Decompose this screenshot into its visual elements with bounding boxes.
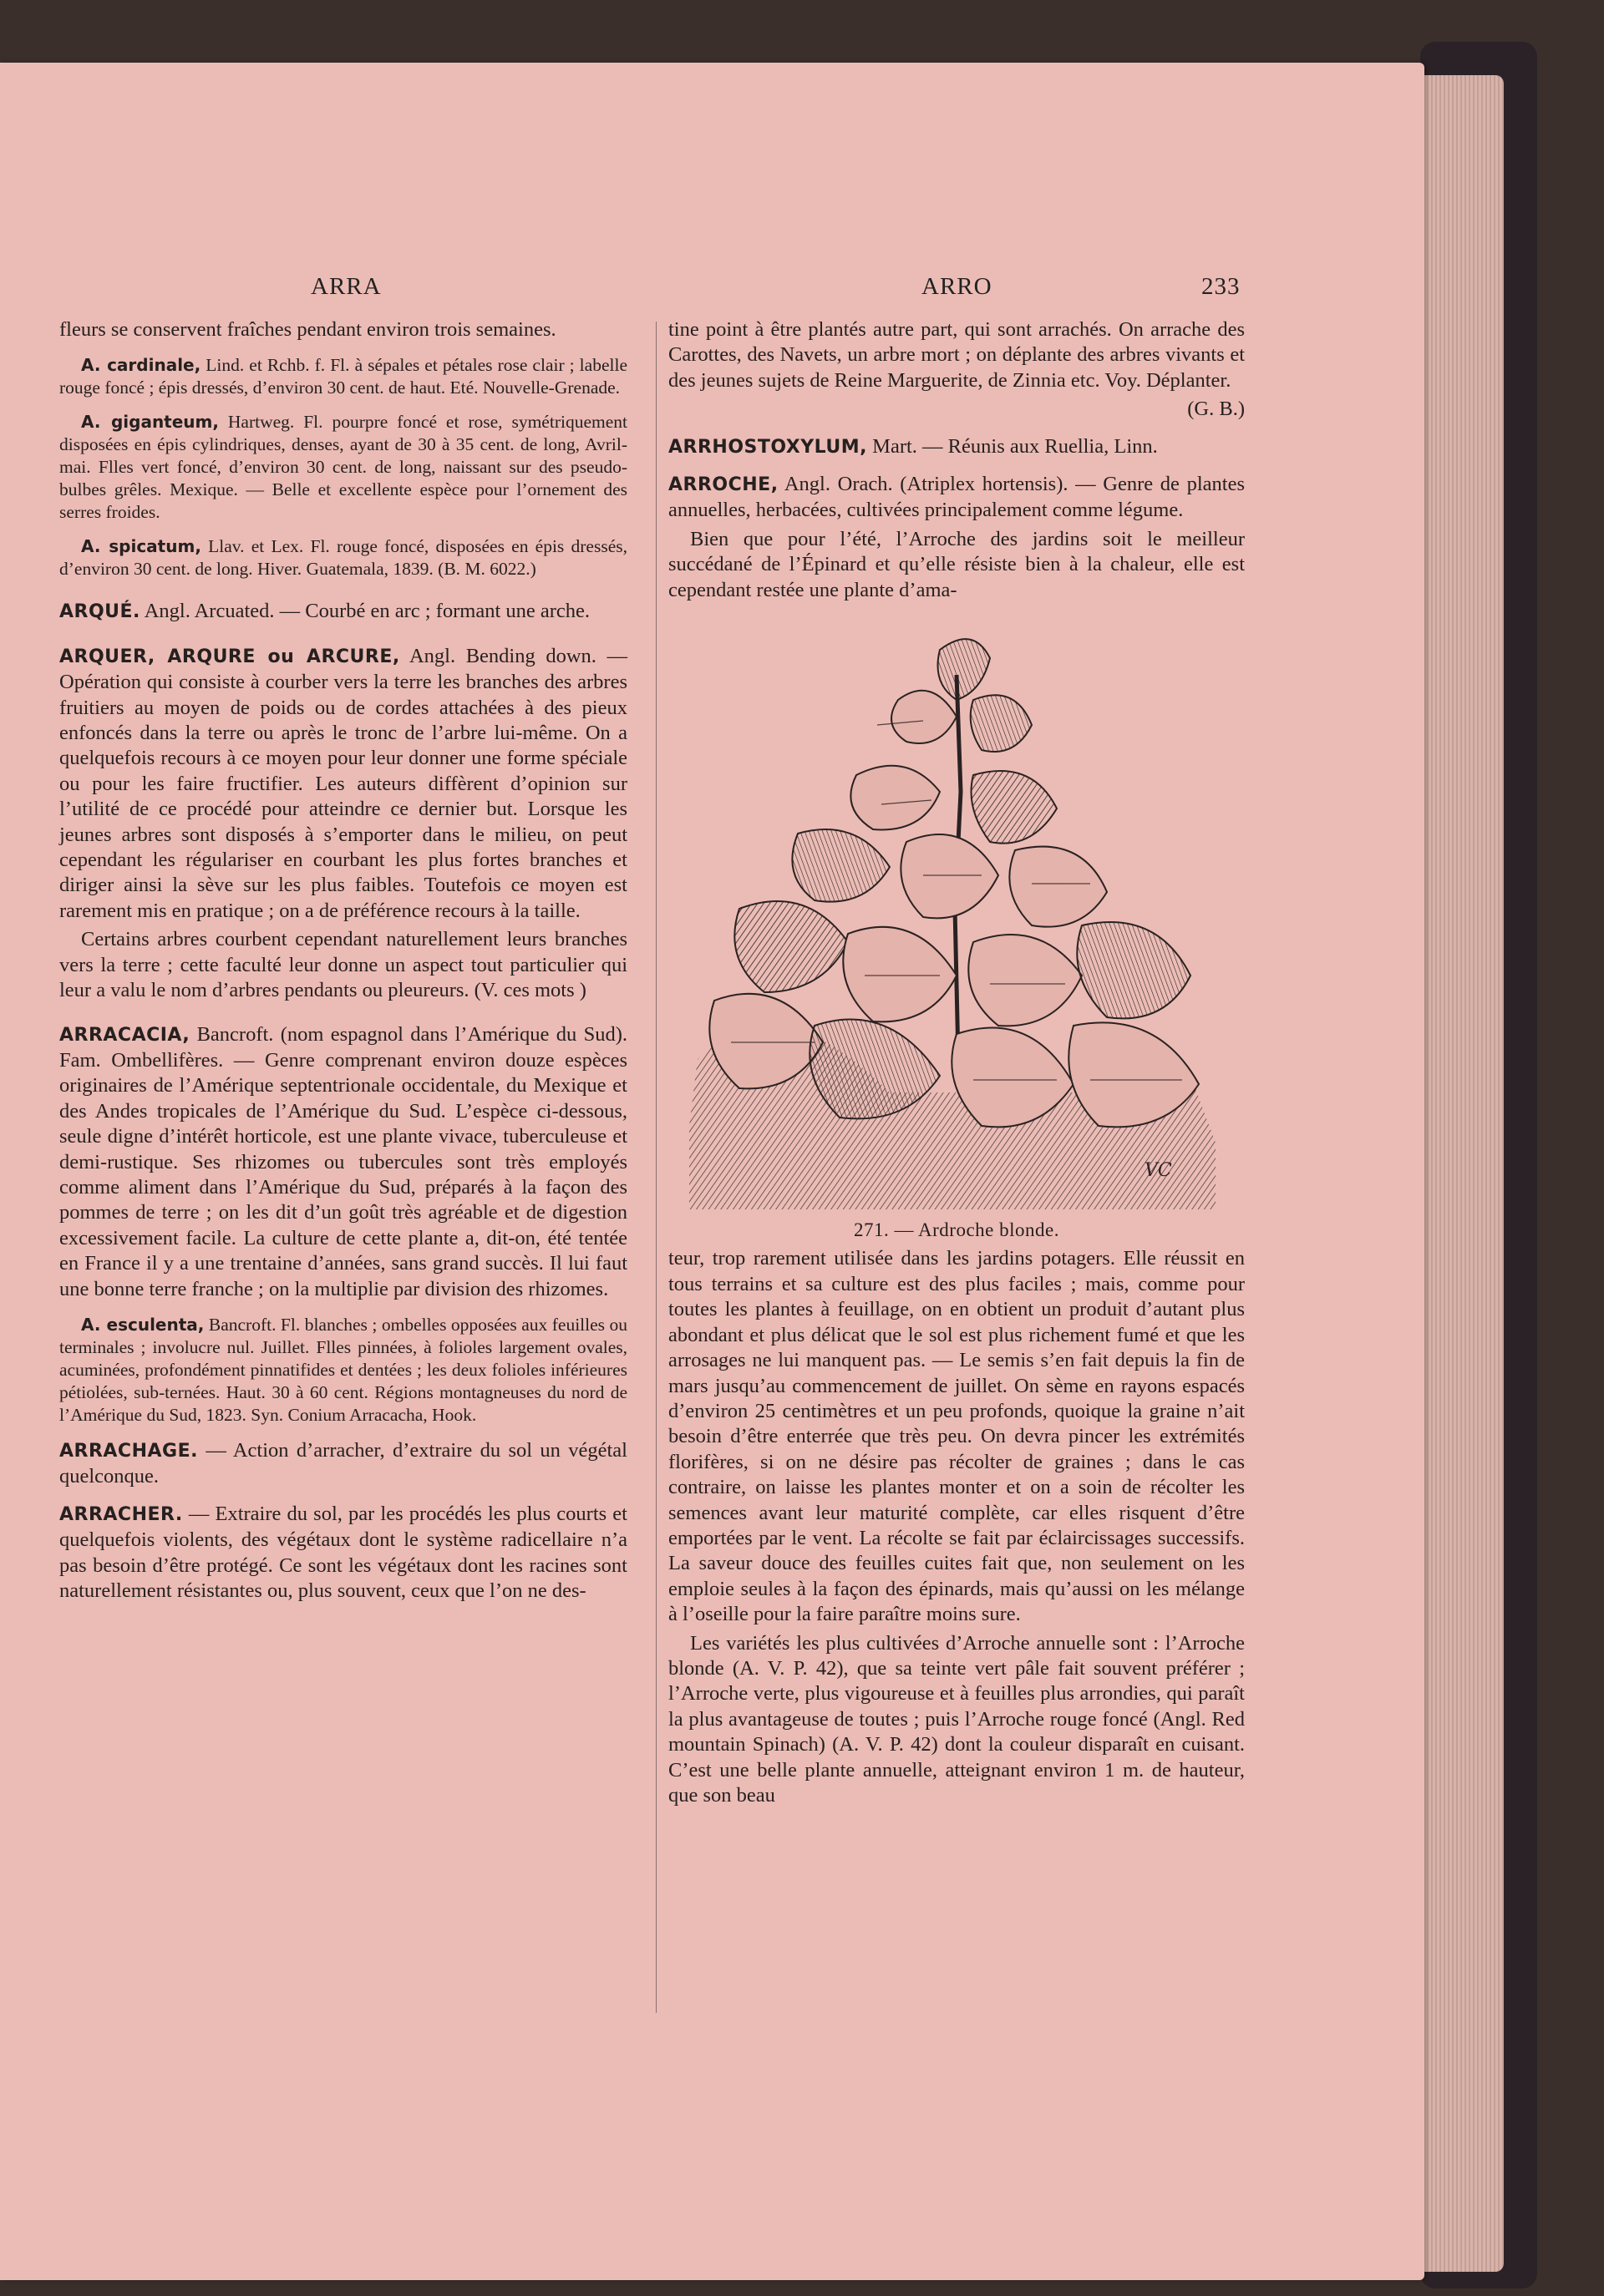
book-page [0, 63, 1424, 2280]
entry-term: A. cardinale, [81, 355, 201, 376]
entry-term: ARQUER, ARQURE ou ARCURE, [59, 646, 400, 667]
author-signature: (G. B.) [1187, 398, 1245, 421]
entry-arracher: ARRACHER. — Extraire du sol, par les procédés les plus courts et quelquefois violents, des végétaux dont le système radicellaire n’a pas besoin d’être protégé. Ce sont les végétaux dont les racines sont naturellement résistantes ou, plus souvent, ceux que l’on ne des- [59, 1502, 627, 1602]
paragraph: Les variétés les plus cultivées d’Arroche annuelle sont : l’Arroche blonde (A. V. P. 42), que sa teinte vert pâle fait souvent préférer ; l’Arroche verte, plus vigoureuse et à feuilles plus arrondies, qui paraît la plus avantageuse de toutes ; puis l’Arroche rouge foncé (Angl. Red mountain Spinach) (A. V. P. 42) dont la couleur disparaît en cuisant. C’est une belle plante annuelle, atteignant environ 1 m. de hauteur, que son beau [668, 1631, 1245, 1807]
entry-arquer: ARQUER, ARQURE ou ARCURE, Angl. Bending down. — Opération qui consiste à courber vers la terre les branches des arbres fruitiers au moyen de poids ou de cordes attachées à des pieux enfoncés dans la terre ou après le tronc de l’arbre lui-même. On a quelquefois recours à ce moyen pour leur donner une forme spéciale ou pour les faire fructifier. Les auteurs diffèrent d’opinion sur l’utilité de ce procédé pour atteindre ce dernier but. Lorsque les jeunes arbres sont disposés à s’emporter dans le milieu, on peut cependant les régulariser en courbant les plus fortes branches et diriger ainsi la sève sur les plus faibles. Toutefois ce moyen est rarement mis en pratique ; on a de préférence recours à la taille. [59, 644, 627, 922]
entry-a-esculenta: A. esculenta, Bancroft. Fl. blanches ; ombelles opposées aux feuilles ou terminales ; involucre nul. Juillet. Flles pinnées, à folioles largement ovales, acuminées, profondément pinnatifides et dentées ; les deux folioles inférieures pétiolées, sub-ternées. Haut. 30 à 60 cent. Régions montagneuses du nord de l’Amérique du Sud, 1823. Syn. Conium Arracacha, Hook. [59, 1314, 627, 1425]
entry-a-giganteum: A. giganteum, Hartweg. Fl. pourpre foncé et rose, symétriquement disposées en épis cylindriques, denses, ayant de 30 à 35 cent. de long, Avril-mai. Flles vert foncé, d’environ 30 cent. de long, naissant sur des pseudo-bulbes grêles. Mexique. — Belle et excellente espèce pour l’ornement des serres froides. [59, 412, 627, 523]
entry-term: ARQUÉ. [59, 601, 140, 623]
paragraph: tine point à être plantés autre part, qui sont arrachés. On arrache des Carottes, des Navets, un arbre mort ; on déplante des arbres vivants et des jeunes sujets de Reine Marguerite, de Zinnia etc. Voy. Déplanter. [668, 318, 1245, 392]
paragraph: Bien que pour l’été, l’Arroche des jardins soit le meilleur succédané de l’Épinard et qu’elle résiste bien à la chaleur, elle est cependant restée une plante d’ama- [668, 527, 1245, 601]
page-number: 233 [1201, 273, 1241, 300]
entry-term: ARRACHER. [59, 1503, 183, 1525]
entry-term: ARRACHAGE. [59, 1440, 198, 1462]
entry-term: A. esculenta, [81, 1314, 205, 1335]
entry-arque: ARQUÉ. Angl. Arcuated. — Courbé en arc ; formant une arche. [59, 600, 591, 623]
paragraph: teur, trop rarement utilisée dans les jardins potagers. Elle réussit en tous terrains et sa culture est des plus faciles ; mais, comme pour toutes les plantes à feuillage, on en obtient un produit d’autant plus abondant et plus délicat que le sol est plus richement fumé et que les arrosages ne lui manquent pas. — Le semis s’en fait depuis la fin de mars jusqu’au commencement de juillet. On sème en rayons espacés d’environ 25 centimètres et un peu profonds, quoique la graine n’ait besoin d’être enterrée que très peu. On devra pincer les extrémités florifères, si on ne désire pas récolter de graines ; dans le cas contraire, on laisse les plantes monter et on a soin de récolter les semences avant leur maturité complète, car elles risquent d’être emportées par le vent. La récolte se fait par éclaircissages successifs. La saveur douce des feuilles cuites fait que, non seulement on les emploie seules à la façon des épinards, mais qu’aussi on les mélange à l’oseille pour la faire paraître moins sure. [668, 1247, 1245, 1626]
paragraph: fleurs se conservent fraîches pendant environ trois semaines. [59, 318, 556, 341]
running-head-left: ARRA [311, 273, 382, 300]
paragraph: Certains arbres courbent cependant naturellement leurs branches vers la terre ; cette faculté leur donne un aspect tout particulier qui leur a valu le nom d’arbres pendants ou pleureurs. (V. ces mots ) [59, 928, 627, 1002]
entry-arracacia: ARRACACIA, Bancroft. (nom espagnol dans l’Amérique du Sud). Fam. Ombellifères. — Genre comprenant environ douze espèces originaires de l’Amérique septentrionale occidentale, du Mexique et des Andes tropicales de l’Amérique du Sud. L’espèce ci-dessous, seule digne d’intérêt horticole, est une plante vivace, tuberculeuse et demi-rustique. Ses rhizomes ou tubercules sont très employés comme aliment dans l’Amérique du Sud, préparés à la façon des pommes de terre ; on les dit d’un goût très agréable et de digestion excessivement facile. La culture de cette plante a, dit-on, été tentée en France il y a une trentaine d’années, sans grand succès. Il lui faut une bonne terre franche ; on la multiplie par division des rhizomes. [59, 1022, 627, 1300]
entry-term: ARRHOSTOXYLUM, [668, 436, 868, 458]
page-edges [1420, 75, 1504, 2272]
entry-term: ARROCHE, [668, 474, 779, 496]
entry-a-cardinale: A. cardinale, Lind. et Rchb. f. Fl. à sépales et pétales rose clair ; labelle rouge foncé ; épis dressés, d’environ 30 cent. de haut. Eté. Nouvelle-Grenade. [59, 355, 627, 398]
running-head-center: ARRO [921, 273, 992, 300]
engraver-monogram: VC [1145, 1160, 1172, 1182]
entry-a-spicatum: A. spicatum, Llav. et Lex. Fl. rouge foncé, disposées en épis dressés, d’environ 30 cent. de long. Hiver. Guatemala, 1839. (B. M. 6022.) [59, 536, 627, 580]
figure-arroche-engraving [668, 625, 1245, 1209]
entry-arrhostoxylum: ARRHOSTOXYLUM, Mart. — Réunis aux Ruellia, Linn. [668, 434, 1158, 458]
entry-term: A. giganteum, [81, 412, 219, 433]
figure-caption: 271. — Ardroche blonde. [854, 1219, 1059, 1241]
column-divider [656, 322, 657, 2013]
left-column [59, 317, 627, 1607]
entry-term: ARRACACIA, [59, 1024, 190, 1046]
entry-arroche: ARROCHE, Angl. Orach. (Atriplex hortensis). — Genre de plantes annuelles, herbacées, cultivées principalement comme légume. [668, 473, 1245, 522]
right-column [668, 317, 1245, 1812]
entry-term: A. spicatum, [81, 536, 201, 557]
plant-engraving-illustration [689, 625, 1224, 1209]
entry-arrachage: ARRACHAGE. — Action d’arracher, d’extraire du sol un végétal quelconque. [59, 1438, 627, 1488]
